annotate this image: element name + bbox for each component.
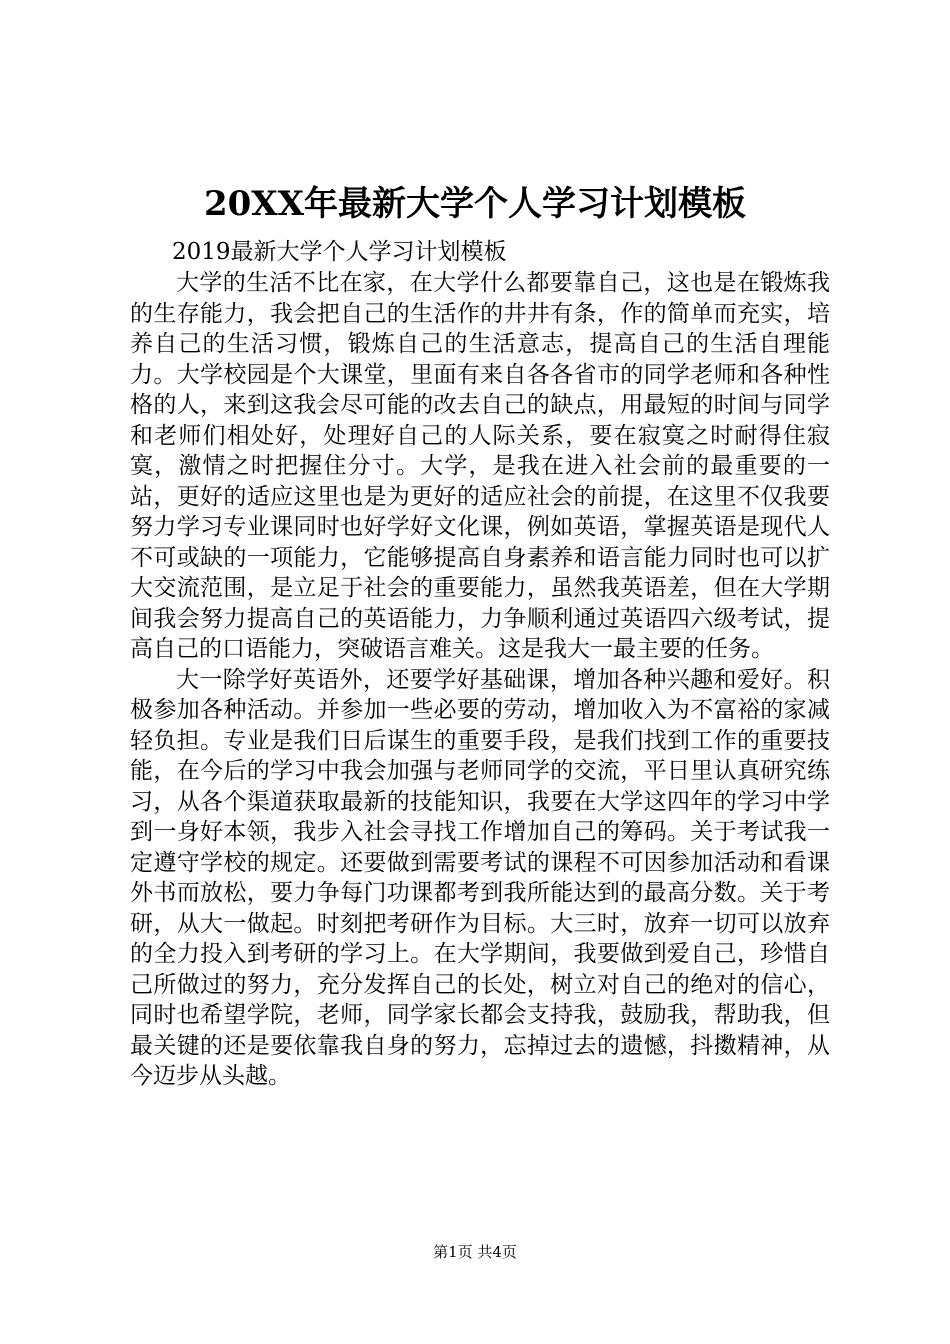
document-title: 20XX年最新大学个人学习计划模板 <box>203 184 747 224</box>
document-body <box>130 268 830 1092</box>
paragraph-1: 大学的生活不比在家，在大学什么都要靠自己，这也是在锻炼我的生存能力，我会把自己的生活作的井井有条，作的简单而充实，培养自己的生活习惯，锻炼自己的生活意志，提高自己的生活自理能力。大学校园是个大课堂，里面有来自各各省市的同学老师和各种性格的人，来到这我会尽可能的改去自己的缺点，用最短的时间与同学和老师们相处好，处理好自己的人际关系，要在寂寞之时耐得住寂寞，激情之时把握住分寸。大学，是我在进入社会前的最重要的一站，更好的适应这里也是为更好的适应社会的前提，在这里不仅我要努力学习专业课同时也好学好文化课，例如英语，掌握英语是现代人不可或缺的一项能力，它能够提高自身素养和语言能力同时也可以扩大交流范围，是立足于社会的重要能力，虽然我英语差，但在大学期间我会努力提高自己的英语能力，力争顺利通过英语四六级考试，提高自己的口语能力，突破语言难关。这是我大一最主要的任务。 <box>130 270 830 662</box>
page-number-footer: 第1页 共4页 <box>433 1243 517 1261</box>
paragraph-2: 大一除学好英语外，还要学好基础课，增加各种兴趣和爱好。积极参加各种活动。并参加一些必要的劳动，增加收入为不富裕的家减轻负担。专业是我们日后谋生的重要手段，是我们找到工作的重要技能，在今后的学习中我会加强与老师同学的交流，平日里认真研究练习，从各个渠道获取最新的技能知识，我要在大学这四年的学习中学到一身好本领，我步入社会寻找工作增加自己的筹码。关于考试我一定遵守学校的规定。还要做到需要考试的课程不可因参加活动和看课外书而放松，要力争每门功课都考到我所能达到的最高分数。关于考研，从大一做起。时刻把考研作为目标。大三时，放弃一切可以放弃的全力投入到考研的学习上。在大学期间，我要做到爱自己，珍惜自己所做过的努力，充分发挥自己的长处，树立对自己的绝对的信心，同时也希望学院，老师，同学家长都会支持我，鼓励我，帮助我，但最关键的还是要依靠我自身的努力，忘掉过去的遗憾，抖擞精神，从今迈步从头越。 <box>130 666 830 1089</box>
document-subtitle: 2019最新大学个人学习计划模板 <box>172 239 507 265</box>
